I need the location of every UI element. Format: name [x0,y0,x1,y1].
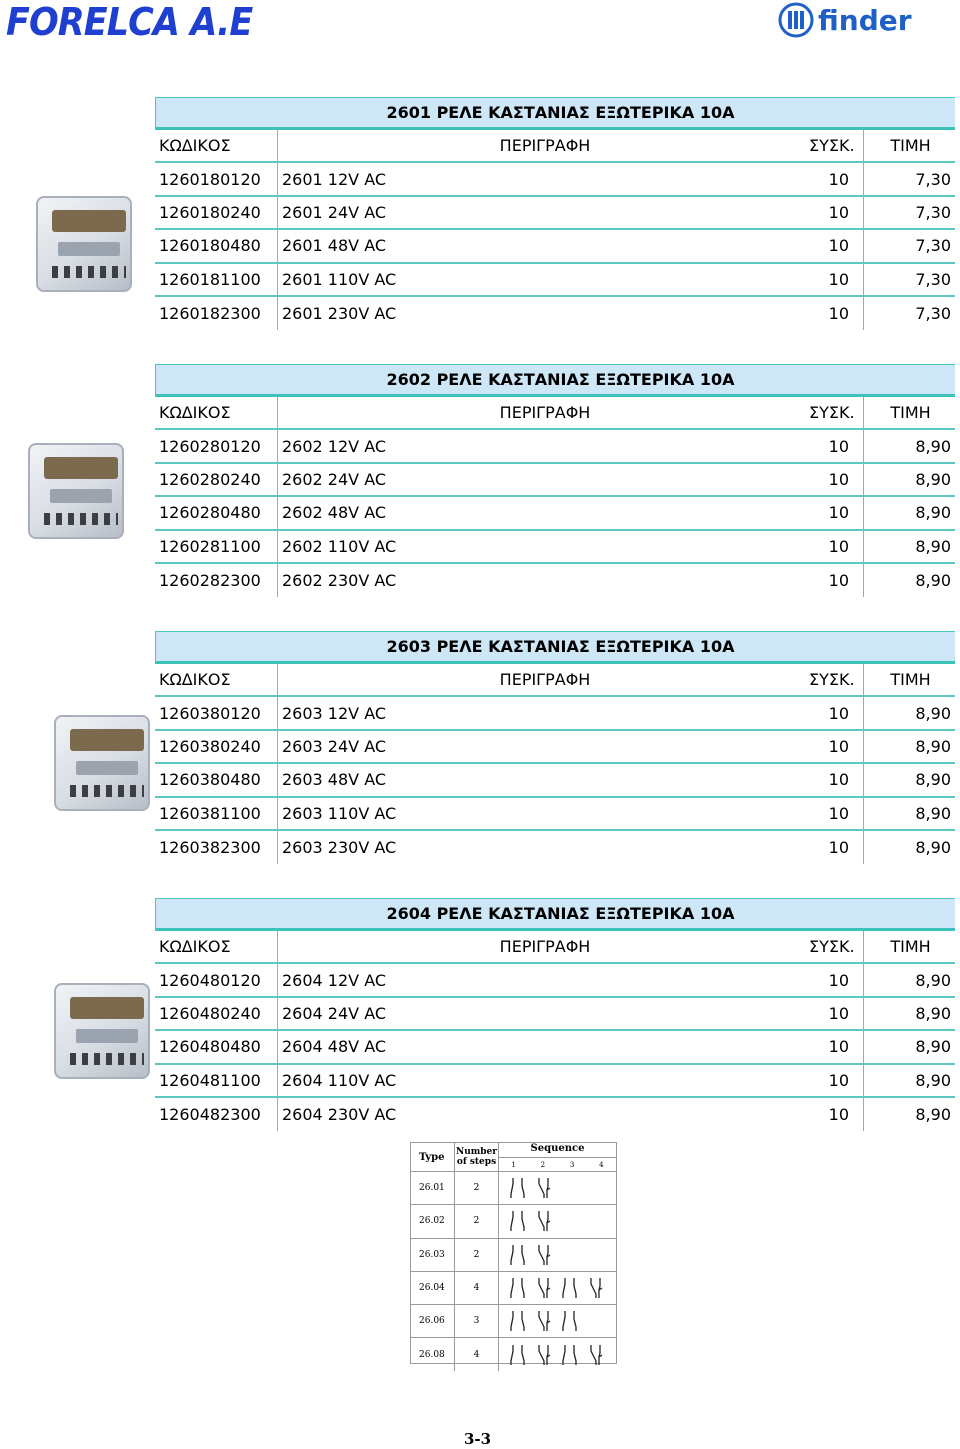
table-row [155,731,955,764]
table-row [155,464,955,497]
seq-step-label: 2 [540,1160,546,1169]
switch-contact-icon [509,1309,527,1333]
seq-head-steps: Number of steps [455,1143,499,1171]
cell-desc: 2603 12V AC [277,697,808,728]
seq-step-label: 1 [511,1160,516,1169]
cell-price: 8,90 [915,1003,951,1023]
cell-pack: 10 [808,163,864,194]
seq-type: 26.02 [411,1205,455,1237]
table-row [155,764,955,797]
cell-pack: 10 [808,464,864,495]
switch-contact-icon [535,1209,553,1233]
section-title: 2604 ΡΕΛΕ ΚΑΣΤΑΝΙΑΣ ΕΞΩΤΕΡΙΚΑ 10Α [155,898,955,931]
table-row [155,264,955,297]
cell-pack: 10 [808,1098,864,1131]
cell-code: 1260380120 [159,703,261,723]
brand-logo: FORELCA A.E [6,0,253,44]
seq-steps: 2 [455,1239,499,1271]
cell-desc: 2602 48V AC [277,497,808,528]
table-row [155,831,955,864]
seq-step-labels [499,1158,616,1171]
cell-code: 1260180120 [159,169,261,189]
table-row [155,297,955,330]
cell-code: 1260181100 [159,269,261,289]
table-row [155,798,955,831]
relay-photo [48,709,156,817]
table-row [155,497,955,530]
cell-pack: 10 [808,998,864,1029]
column-header-pack: ΣΥΣΚ. [808,130,864,161]
table-row [155,964,955,997]
relay-photo [30,190,138,298]
column-header-price: ΤΙΜΗ [890,136,931,156]
seq-type: 26.01 [411,1172,455,1204]
cell-price: 7,30 [915,202,951,222]
page-number: 3-3 [464,1430,492,1448]
cell-code: 1260180240 [159,202,261,222]
column-header-pack: ΣΥΣΚ. [808,664,864,695]
sequence-row [411,1205,616,1238]
switch-contact-icon [535,1309,553,1333]
column-header-code: ΚΩΔΙΚΟΣ [159,670,231,690]
cell-price: 7,30 [915,236,951,256]
finder-emblem-icon [778,2,814,38]
cell-desc: 2602 230V AC [277,564,808,597]
switch-contact-icon [535,1276,553,1300]
cell-desc: 2603 230V AC [277,831,808,864]
table-row [155,230,955,263]
cell-code: 1260480480 [159,1037,261,1057]
column-header-price: ΤΙΜΗ [890,403,931,423]
cell-desc: 2601 24V AC [277,197,808,228]
cell-price: 8,90 [915,469,951,489]
cell-price: 8,90 [915,571,951,591]
switch-contact-icon [535,1176,553,1200]
column-header-code: ΚΩΔΙΚΟΣ [159,937,231,957]
column-header-row [155,664,955,697]
column-header-row [155,397,955,430]
cell-code: 1260280120 [159,436,261,456]
table-row [155,163,955,196]
switch-contact-icon [587,1343,605,1367]
seq-diagram [499,1338,616,1370]
switch-contact-icon [561,1309,579,1333]
relay-photo [48,977,156,1085]
cell-code: 1260280480 [159,503,261,523]
cell-price: 8,90 [915,703,951,723]
table-row [155,697,955,730]
sequence-row [411,1305,616,1338]
cell-price: 7,30 [915,169,951,189]
cell-desc: 2601 48V AC [277,230,808,261]
cell-code: 1260282300 [159,571,261,591]
seq-steps: 4 [455,1338,499,1370]
cell-pack: 10 [808,197,864,228]
seq-diagram [499,1172,616,1204]
section-title: 2603 ΡΕΛΕ ΚΑΣΤΑΝΙΑΣ ΕΞΩΤΕΡΙΚΑ 10Α [155,631,955,664]
product-section [155,631,955,864]
sequence-table-header [411,1143,616,1172]
cell-pack: 10 [808,531,864,562]
finder-logo [778,2,912,38]
cell-price: 8,90 [915,803,951,823]
seq-step-label: 4 [599,1160,604,1169]
cell-code: 1260280240 [159,469,261,489]
switch-contact-icon [561,1343,579,1367]
cell-pack: 10 [808,430,864,461]
switch-contact-icon [587,1276,605,1300]
seq-diagram [499,1205,616,1237]
cell-desc: 2603 48V AC [277,764,808,795]
product-section [155,898,955,1131]
switch-contact-icon [535,1243,553,1267]
cell-code: 1260180480 [159,236,261,256]
cell-code: 1260481100 [159,1070,261,1090]
table-row [155,531,955,564]
column-header-code: ΚΩΔΙΚΟΣ [159,403,231,423]
cell-pack: 10 [808,831,864,864]
table-row [155,1098,955,1131]
product-section [155,97,955,330]
seq-step-label: 3 [569,1160,575,1169]
switch-contact-icon [561,1276,579,1300]
table-row [155,1031,955,1064]
column-header-desc: ΠΕΡΙΓΡΑΦΗ [277,931,808,962]
sequence-row [411,1172,616,1205]
cell-pack: 10 [808,564,864,597]
seq-diagram [499,1239,616,1271]
cell-pack: 10 [808,764,864,795]
switch-contact-icon [509,1276,527,1300]
cell-pack: 10 [808,731,864,762]
cell-price: 8,90 [915,1105,951,1125]
cell-pack: 10 [808,297,864,330]
column-header-price: ΤΙΜΗ [890,670,931,690]
cell-price: 8,90 [915,838,951,858]
cell-pack: 10 [808,1065,864,1096]
seq-type: 26.03 [411,1239,455,1271]
column-header-row [155,130,955,163]
column-header-pack: ΣΥΣΚ. [808,931,864,962]
cell-price: 7,30 [915,304,951,324]
sequence-table [410,1142,617,1364]
cell-code: 1260380240 [159,736,261,756]
finder-logo-text: finder [818,3,912,37]
table-row [155,564,955,597]
cell-desc: 2604 48V AC [277,1031,808,1062]
cell-code: 1260381100 [159,803,261,823]
cell-desc: 2603 110V AC [277,798,808,829]
column-header-desc: ΠΕΡΙΓΡΑΦΗ [277,397,808,428]
switch-contact-icon [509,1243,527,1267]
cell-code: 1260482300 [159,1105,261,1125]
cell-pack: 10 [808,697,864,728]
sequence-row [411,1239,616,1272]
switch-contact-icon [509,1343,527,1367]
cell-pack: 10 [808,230,864,261]
table-row [155,197,955,230]
cell-desc: 2604 110V AC [277,1065,808,1096]
cell-price: 8,90 [915,970,951,990]
cell-pack: 10 [808,1031,864,1062]
table-row [155,1065,955,1098]
seq-diagram [499,1272,616,1304]
seq-steps: 2 [455,1172,499,1204]
column-header-desc: ΠΕΡΙΓΡΑΦΗ [277,664,808,695]
cell-desc: 2602 110V AC [277,531,808,562]
cell-price: 7,30 [915,269,951,289]
cell-price: 8,90 [915,1037,951,1057]
cell-pack: 10 [808,497,864,528]
seq-type: 26.06 [411,1305,455,1337]
cell-price: 8,90 [915,436,951,456]
cell-desc: 2601 230V AC [277,297,808,330]
cell-price: 8,90 [915,736,951,756]
cell-code: 1260480240 [159,1003,261,1023]
table-row [155,998,955,1031]
cell-desc: 2601 12V AC [277,163,808,194]
seq-type: 26.08 [411,1338,455,1370]
cell-pack: 10 [808,798,864,829]
cell-desc: 2604 230V AC [277,1098,808,1131]
cell-desc: 2602 24V AC [277,464,808,495]
sequence-row [411,1272,616,1305]
seq-head-type: Type [411,1143,455,1171]
cell-price: 8,90 [915,770,951,790]
cell-desc: 2604 12V AC [277,964,808,995]
seq-steps: 4 [455,1272,499,1304]
switch-contact-icon [535,1343,553,1367]
column-header-pack: ΣΥΣΚ. [808,397,864,428]
cell-desc: 2603 24V AC [277,731,808,762]
cell-pack: 10 [808,264,864,295]
cell-desc: 2601 110V AC [277,264,808,295]
cell-desc: 2604 24V AC [277,998,808,1029]
seq-type: 26.04 [411,1272,455,1304]
cell-code: 1260281100 [159,536,261,556]
seq-diagram [499,1305,616,1337]
cell-code: 1260382300 [159,838,261,858]
column-header-desc: ΠΕΡΙΓΡΑΦΗ [277,130,808,161]
switch-contact-icon [509,1209,527,1233]
column-header-code: ΚΩΔΙΚΟΣ [159,136,231,156]
cell-price: 8,90 [915,503,951,523]
cell-price: 8,90 [915,1070,951,1090]
seq-steps: 3 [455,1305,499,1337]
seq-steps: 2 [455,1205,499,1237]
cell-price: 8,90 [915,536,951,556]
section-title: 2602 ΡΕΛΕ ΚΑΣΤΑΝΙΑΣ ΕΞΩΤΕΡΙΚΑ 10Α [155,364,955,397]
switch-contact-icon [509,1176,527,1200]
cell-pack: 10 [808,964,864,995]
section-title: 2601 ΡΕΛΕ ΚΑΣΤΑΝΙΑΣ ΕΞΩΤΕΡΙΚΑ 10Α [155,97,955,130]
relay-photo [22,437,130,545]
table-row [155,430,955,463]
seq-head-sequence: Sequence [499,1143,616,1158]
column-header-row [155,931,955,964]
product-section [155,364,955,597]
sequence-row [411,1338,616,1370]
column-header-price: ΤΙΜΗ [890,937,931,957]
cell-code: 1260380480 [159,770,261,790]
cell-code: 1260480120 [159,970,261,990]
cell-desc: 2602 12V AC [277,430,808,461]
cell-code: 1260182300 [159,304,261,324]
